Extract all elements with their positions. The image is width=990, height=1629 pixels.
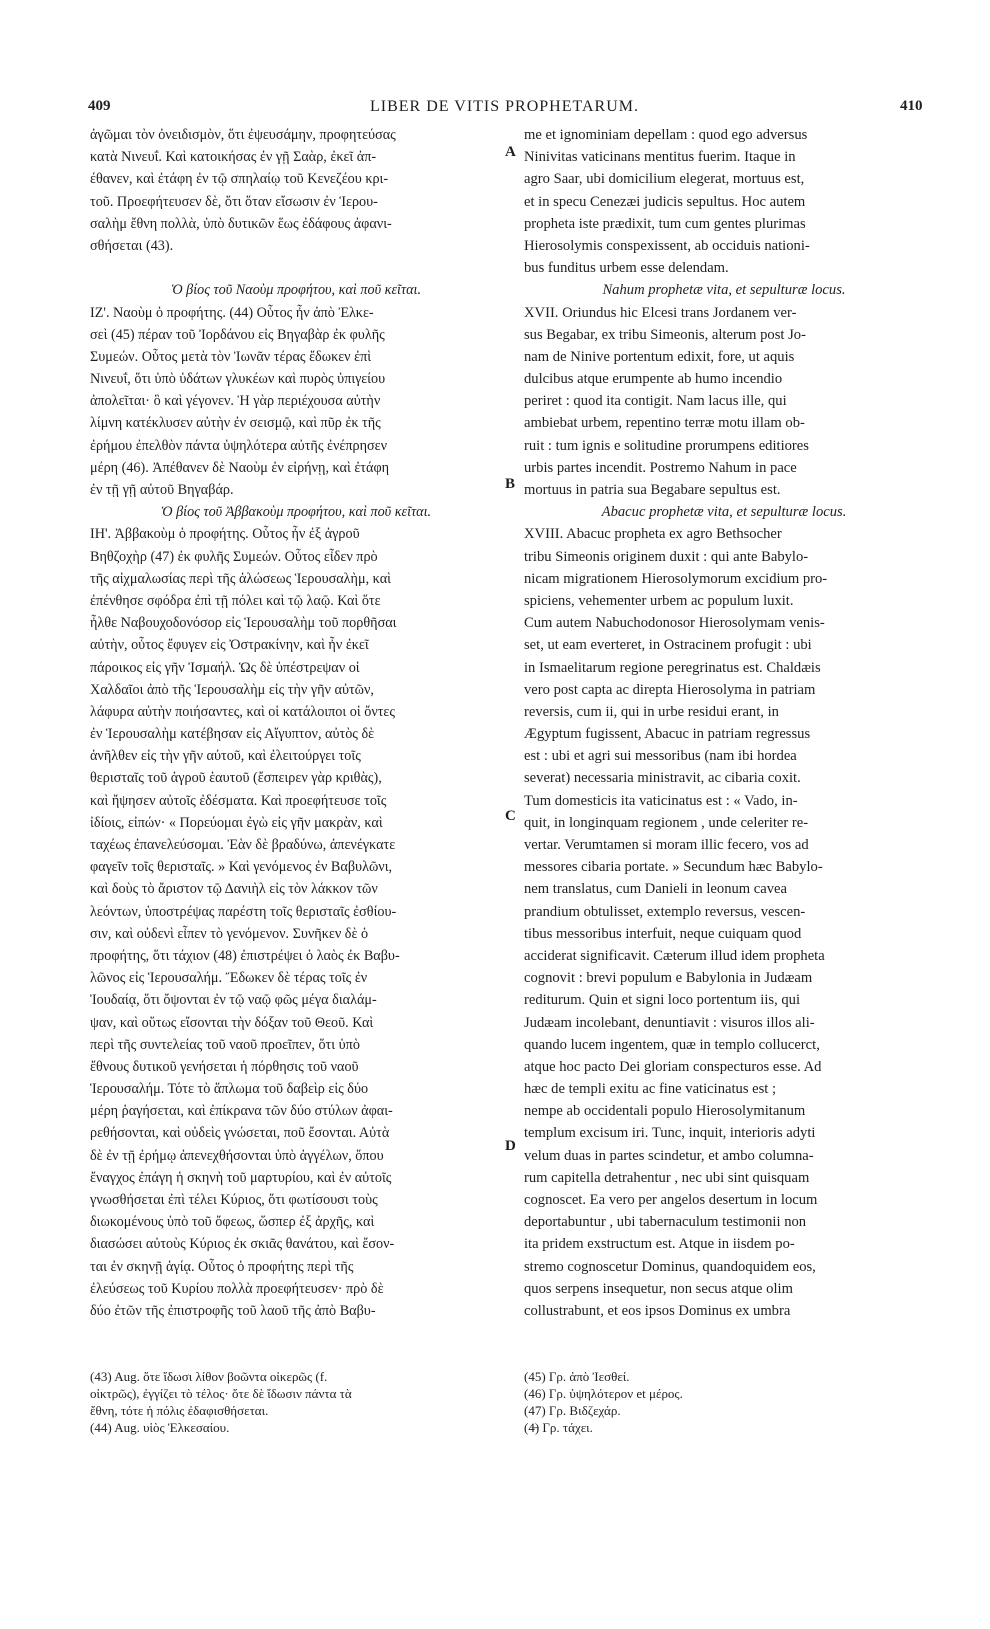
text-line: ἔναγχος ἐπάγη ἡ σκηνὴ τοῦ μαρτυρίου, καὶ ἐν αὐτοῖς: [90, 1169, 392, 1186]
text-line: bus funditus urbem esse delendam.: [524, 260, 729, 277]
footnote-line: (47) Γρ. Βιδζεχάρ.: [524, 1403, 621, 1418]
text-line: δὲ ἐν τῇ ἐρήμῳ ἀπενεχθήσονται ὑπὸ ἀγγέλων, ὅπου: [90, 1147, 384, 1164]
text-line: Νινευΐ, ὅτι ὑπὸ ὑδάτων γλυκέων καὶ πυρὸς ὑπιγείου: [90, 371, 386, 388]
text-line: θερισταῖς τοῦ ἀγροῦ ἑαυτοῦ (ἔσπειρεν γὰρ κριθὰς),: [90, 770, 382, 787]
text-line: αὐτὴν, οὗτος ἔφυγεν εἰς Ὀστρακίνην, καὶ ἦν ἐκεῖ: [90, 637, 369, 654]
text-line: nem translatus, cum Danieli in leonum cavea: [524, 881, 788, 898]
text-line: periret : quod ita contigit. Nam lacus ille, qui: [524, 393, 787, 410]
footnote-line: (46) Γρ. ὑψηλότερον et μέρος.: [524, 1386, 683, 1401]
section-heading: Nahum prophetæ vita, et sepulturæ locus.: [602, 282, 846, 299]
text-line: templum excisum iri. Tunc, inquit, interioris adyti: [524, 1125, 816, 1142]
text-line: propheta iste prædixit, tum cum gentes plurimas: [524, 215, 806, 232]
text-line: Χαλδαῖοι ἀπὸ τῆς Ἱερουσαλὴμ εἰς τὴν γῆν αὐτῶν,: [90, 681, 374, 698]
text-line: vertar. Verumtamen si moram illic fecero, vos ad: [524, 837, 809, 853]
text-line: ἀγῶμαι τὸν ὀνειδισμὸν, ὅτι ἐψευσάμην, προφητεύσας: [90, 127, 396, 143]
section-heading: Ὁ βίος τοῦ Ναοὺμ προφήτου, καὶ ποῦ κεῖται.: [170, 282, 422, 299]
margin-letter-c: C: [505, 808, 516, 824]
text-line: Συμεών. Οὗτος μετὰ τὸν Ἰωνᾶν τέρας ἔδωκεν ἐπὶ: [90, 348, 372, 365]
text-line: dulcibus atque erumpente ab humo incendio: [524, 371, 783, 388]
text-line: tibus messoribus interfuit, neque cuiquam quod: [524, 925, 802, 942]
text-line: λίμνη κατέκλυσεν αὐτὴν ἐν σεισμῷ, καὶ πῦρ ἐκ τῆς: [90, 415, 381, 432]
text-line: cognovit : brevi populum e Babylonia in Judæam: [524, 970, 813, 987]
text-line: ΙΖ'. Ναοὺμ ὁ προφήτης. (44) Οὗτος ἦν ἀπὸ Ἐλκε-: [90, 304, 374, 321]
text-line: ruit : tum ignis e solitudine prorumpens editiores: [524, 437, 809, 454]
text-line: in Ismaelitarum regione peregrinatus est. Chaldæis: [524, 659, 821, 676]
text-line: rum capitella detrahentur , nec ubi sint quisquam: [524, 1169, 810, 1186]
running-header: [0, 98, 990, 126]
text-line: quit, in longinquam regionem , unde celeriter re-: [524, 814, 809, 831]
text-line: severat) necessaria ministravit, ac cibaria coxit.: [524, 770, 801, 787]
latin-column: [524, 124, 924, 1322]
text-line: ἦλθε Ναβουχοδονόσορ εἰς Ἱερουσαλὴμ τοῦ πορθῆσαι: [90, 615, 397, 632]
text-line: stremo cognoscetur Dominus, quandoquidem eos,: [524, 1258, 816, 1275]
text-line: agro Saar, ubi domicilium elegerat, mortuus est,: [524, 171, 805, 188]
footnote-line: (45) Γρ. ἀπὸ Ἰεσθεί.: [524, 1369, 630, 1384]
text-line: σιν, καὶ οὐδενὶ εἶπεν τὸ γενόμενον. Συνῆκεν δὲ ὁ: [90, 925, 369, 942]
text-line: πάροικος εἰς γῆν Ἰσμαήλ. Ὡς δὲ ὑπέστρεψαν οἱ: [90, 659, 360, 676]
text-line: XVII. Oriundus hic Elcesi trans Jordanem ver-: [524, 304, 797, 321]
text-line: καὶ δοὺς τὸ ἄριστον τῷ Δανιὴλ εἰς τὸν λάκκον τῶν: [90, 881, 378, 898]
text-line: ἔθνους δυτικοῦ γενήσεται ἡ πόρθησις τοῦ ναοῦ: [90, 1058, 359, 1075]
section-heading: Ὁ βίος τοῦ Ἀββακοὺμ προφήτου, καὶ ποῦ κεῖται.: [160, 504, 432, 521]
text-line: XVIII. Abacuc propheta ex agro Bethsocher: [524, 526, 782, 543]
text-line: προφήτης, ὅτι τάχιον (48) ἐπιστρέψει ὁ λαὸς ἐκ Βαβυ-: [90, 947, 400, 964]
text-line: [90, 257, 502, 279]
footnote-line: (43) Aug. ὅτε ἴδωσι λίθον βοῶντα οἰκερῶς (f.: [90, 1369, 328, 1384]
footnotes-latin: [524, 1368, 924, 1436]
footnote-line: (44) Aug. υἱὸς Ἐλκεσαίου.: [90, 1420, 230, 1435]
text-line: Judæam incolebant, denuntiavit : visuros illos ali-: [524, 1014, 815, 1031]
text-line: Hierosolymis conspexissent, ab occiduis nationi-: [524, 237, 810, 254]
text-line: σθήσεται (43).: [90, 237, 174, 254]
page-number-left: 409: [88, 98, 111, 114]
text-line: tribu Simeonis originem duxit : qui ante Babylo-: [524, 548, 809, 565]
text-line: nam de Ninive portentum edixit, fore, ut aquis: [524, 348, 795, 365]
text-line: σεὶ (45) πέραν τοῦ Ἰορδάνου εἰς Βηγαβὰρ ἐκ φυλῆς: [90, 326, 385, 343]
text-line: ἐν Ἱερουσαλὴμ κατέβησαν εἰς Αἴγυπτον, αὐτὸς δὲ: [90, 726, 375, 743]
text-line: nicam migrationem Hierosolymorum excidium pro-: [524, 570, 828, 587]
text-line: et in specu Cenezæi judicis sepultus. Hoc autem: [524, 193, 806, 210]
text-line: mortuus in patria sua Begabare sepultus est.: [524, 482, 781, 498]
text-line: ita pridem exstructum est. Atque in iisdem po-: [524, 1236, 795, 1253]
footnotes-greek: [90, 1368, 502, 1436]
text-line: set, ut eam everteret, in Ostracinem profugit : ubi: [524, 637, 812, 654]
text-line: cognoscet. Ea vero per angelos desertum in locum: [524, 1192, 818, 1208]
text-line: acciderat significavit. Cæterum illud idem propheta: [524, 947, 825, 964]
greek-column: [90, 124, 502, 1322]
text-line: quando lucem ingentem, quæ in templo collucerct,: [524, 1036, 820, 1053]
text-line: atque hoc pacto Dei gloriam conspecturos esse. Ad: [524, 1058, 822, 1075]
text-line: ται ἐν σκηνῇ ἁγίᾳ. Οὗτος ὁ προφήτης περὶ τῆς: [90, 1258, 354, 1275]
text-line: ἰδίοις, εἰπών· « Πορεύομαι ἐγὼ εἰς γῆν μακρὰν, καὶ: [90, 814, 383, 831]
text-line: μέρη ῥαγήσεται, καὶ ἐπίκρανα τῶν δύο στύλων ἀφαι-: [90, 1103, 393, 1120]
text-line: καὶ ἤψησεν αὐτοῖς ἐδέσματα. Καὶ προεφήτευσε τοῖς: [90, 792, 387, 809]
text-line: rediturum. Quin et signi loco portentum iis, qui: [524, 992, 801, 1009]
text-line: sus Begabar, ex tribu Simeonis, alterum post Jo-: [524, 326, 806, 343]
section-heading: Abacuc prophetæ vita, et sepulturæ locus.: [601, 504, 847, 521]
text-line: λῶνος εἰς Ἱερουσαλήμ. Ἔδωκεν δὲ τέρας τοῖς ἐν: [90, 970, 368, 987]
text-line: hæc de templi exitu ac fine vaticinatus est ;: [524, 1081, 777, 1098]
text-line: κατὰ Νινευΐ. Καὶ κατοικήσας ἐν γῇ Σαὰρ, ἐκεῖ ἀπ-: [90, 149, 377, 166]
text-line: ambiebat urbem, repentino terræ motu illam ob-: [524, 415, 805, 432]
text-line: spiciens, vehementer urbem ac populum luxit.: [524, 592, 794, 609]
text-line: διωκομένους ὑπὸ τοῦ ὄφεως, ὥσπερ ἐξ ἀρχῆς, καὶ: [90, 1214, 375, 1231]
text-line: ἀνῆλθεν εἰς τὴν γῆν αὐτοῦ, καὶ ἐλειτούργει τοῖς: [90, 748, 361, 765]
footnote-line: ἔθνη, τότε ἡ πόλις ἐδαφισθήσεται.: [90, 1403, 269, 1418]
page-number-right: 410: [900, 98, 923, 114]
text-line: Ægyptum fugissent, Abacuc in patriam regressus: [524, 726, 811, 743]
text-line: Cum autem Nabuchodonosor Hierosolymam venis-: [524, 615, 825, 632]
text-line: έθανεν, καὶ ἐτάφη ἐν τῷ σπηλαίῳ τοῦ Κενεζέου κρι-: [90, 171, 389, 188]
text-line: me et ignominiam depellam : quod ego adversus: [524, 127, 808, 143]
text-line: Ἰουδαίᾳ, ὅτι ὄψονται ἐν τῷ ναῷ φῶς μέγα διαλάμ-: [90, 992, 377, 1009]
text-line: est : ubi et agri sui messoribus (nam ibi hordea: [524, 748, 797, 765]
footnote-line: (4̶) Γρ. τάχει.: [524, 1420, 593, 1435]
text-line: ἐλεύσεως τοῦ Κυρίου πολλὰ προεφήτευσεν· πρὸ δὲ: [90, 1280, 384, 1297]
text-line: nempe ab occidentali populo Hierosolymitanum: [524, 1103, 806, 1120]
text-line: λάφυρα αὐτὴν ποιήσαντες, καὶ οἱ κατάλοιποι οἱ ὄντες: [90, 703, 396, 720]
footnote-line: οἰκτρῶς), ἐγγίζει τὸ τέλος· ὅτε δὲ ἴδωσιν πάντα τὰ: [90, 1386, 352, 1401]
text-line: φαγεῖν τοῖς θερισταῖς. » Καὶ γενόμενος ἐν Βαβυλῶνι,: [90, 859, 393, 876]
text-line: ΙΗ'. Ἀββακοὺμ ὁ προφήτης. Οὗτος ἦν ἐξ ἀγροῦ: [90, 526, 360, 543]
text-line: prandium obtulisset, extemplo reversus, vescen-: [524, 903, 806, 920]
text-line: urbis partes incendit. Postremo Nahum in pace: [524, 459, 797, 476]
text-line: Βηθζοχὴρ (47) ἐκ φυλῆς Συμεών. Οὗτος εἶδεν πρὸ: [90, 548, 378, 565]
text-line: messores cibaria portate. » Secundum hæc Babylo-: [524, 859, 823, 876]
text-line: μέρη (46). Ἀπέθανεν δὲ Ναοὺμ ἐν εἰρήνῃ, καὶ ἐτάφη: [90, 459, 390, 476]
text-line: ἐπένθησε σφόδρα ἐπὶ τῇ πόλει καὶ τῷ λαῷ. Καὶ ὅτε: [90, 592, 381, 609]
margin-letter-b: B: [505, 476, 516, 492]
text-line: διασώσει αὐτοὺς Κύριος ἐκ σκιᾶς θανάτου, καὶ ἔσον-: [90, 1236, 395, 1253]
text-line: Ἱερουσαλήμ. Τότε τὸ ἅπλωμα τοῦ δαβεὶρ εἰς δύο: [90, 1081, 369, 1098]
text-line: δύο ἐτῶν τῆς ἐπιστροφῆς τοῦ λαοῦ τῆς ἀπὸ Βαβυ-: [90, 1302, 376, 1319]
text-line: Ninivitas vaticinans mentitus fuerim. Itaque in: [524, 149, 796, 166]
text-line: Tum domesticis ita vaticinatus est : « Vado, in-: [524, 792, 798, 809]
running-title: LIBER DE VITIS PROPHETARUM.: [370, 98, 639, 115]
text-line: ρεθήσονται, καὶ οὐδεὶς γνώσεται, ποῦ ἔσονται. Αὐτὰ: [90, 1125, 390, 1142]
text-line: ταχέως ἐπανελεύσομαι. Ἐὰν δὲ βραδύνω, ἀπενέγκατε: [90, 837, 396, 853]
text-line: ἀπολεῖται· ὃ καὶ γέγονεν. Ἡ γὰρ περιέχουσα αὐτὴν: [90, 393, 381, 410]
text-line: collustrabunt, et eos ipsos Dominus ex umbra: [524, 1302, 791, 1319]
text-line: deportabuntur , ubi tabernaculum testimonii non: [524, 1214, 807, 1231]
text-line: λεόντων, ὑποστρέψας παρέστη τοῖς θερισταῖς ἐσθίου-: [90, 903, 397, 920]
text-line: ἐν τῇ γῇ αὐτοῦ Βηγαβάρ.: [90, 482, 234, 498]
text-line: reversis, cum ii, qui in urbe residui erant, in: [524, 703, 779, 720]
text-line: σαλὴμ ἔθνη πολλὰ, ὑπὸ δυτικῶν ἕως ἐδάφους ἀφανι-: [90, 215, 392, 232]
margin-letter-a: A: [505, 144, 516, 160]
text-line: ψαν, καὶ οὕτως εἴσονται τὴν δόξαν τοῦ Θεοῦ. Καὶ: [90, 1014, 374, 1031]
text-line: velum duas in partes scindetur, et ambo columna-: [524, 1147, 814, 1164]
text-line: quos serpens insequetur, non secus atque olim: [524, 1280, 793, 1297]
text-line: ἐρήμου ἐπελθὸν πάντα ὑψηλότερα αὐτῆς ἐνέπρησεν: [90, 437, 388, 454]
text-line: περὶ τῆς συντελείας τοῦ ναοῦ προεῖπεν, ὅτι ὑπὸ: [90, 1036, 360, 1053]
text-line: vero post capta ac direpta Hierosolyma in patriam: [524, 681, 816, 698]
text-line: τῆς αἰχμαλωσίας περὶ τῆς ἁλώσεως Ἱερουσαλὴμ, καὶ: [90, 570, 391, 587]
text-line: τοῦ. Προεφήτευσεν δὲ, ὅτι ὅταν εἴσωσιν ἐν Ἱερου-: [90, 193, 378, 210]
text-line: γνωσθήσεται ἐπὶ τέλει Κύριος, ὅτι φωτίσουσι τοὺς: [90, 1192, 378, 1208]
margin-letter-d: D: [505, 1138, 516, 1154]
